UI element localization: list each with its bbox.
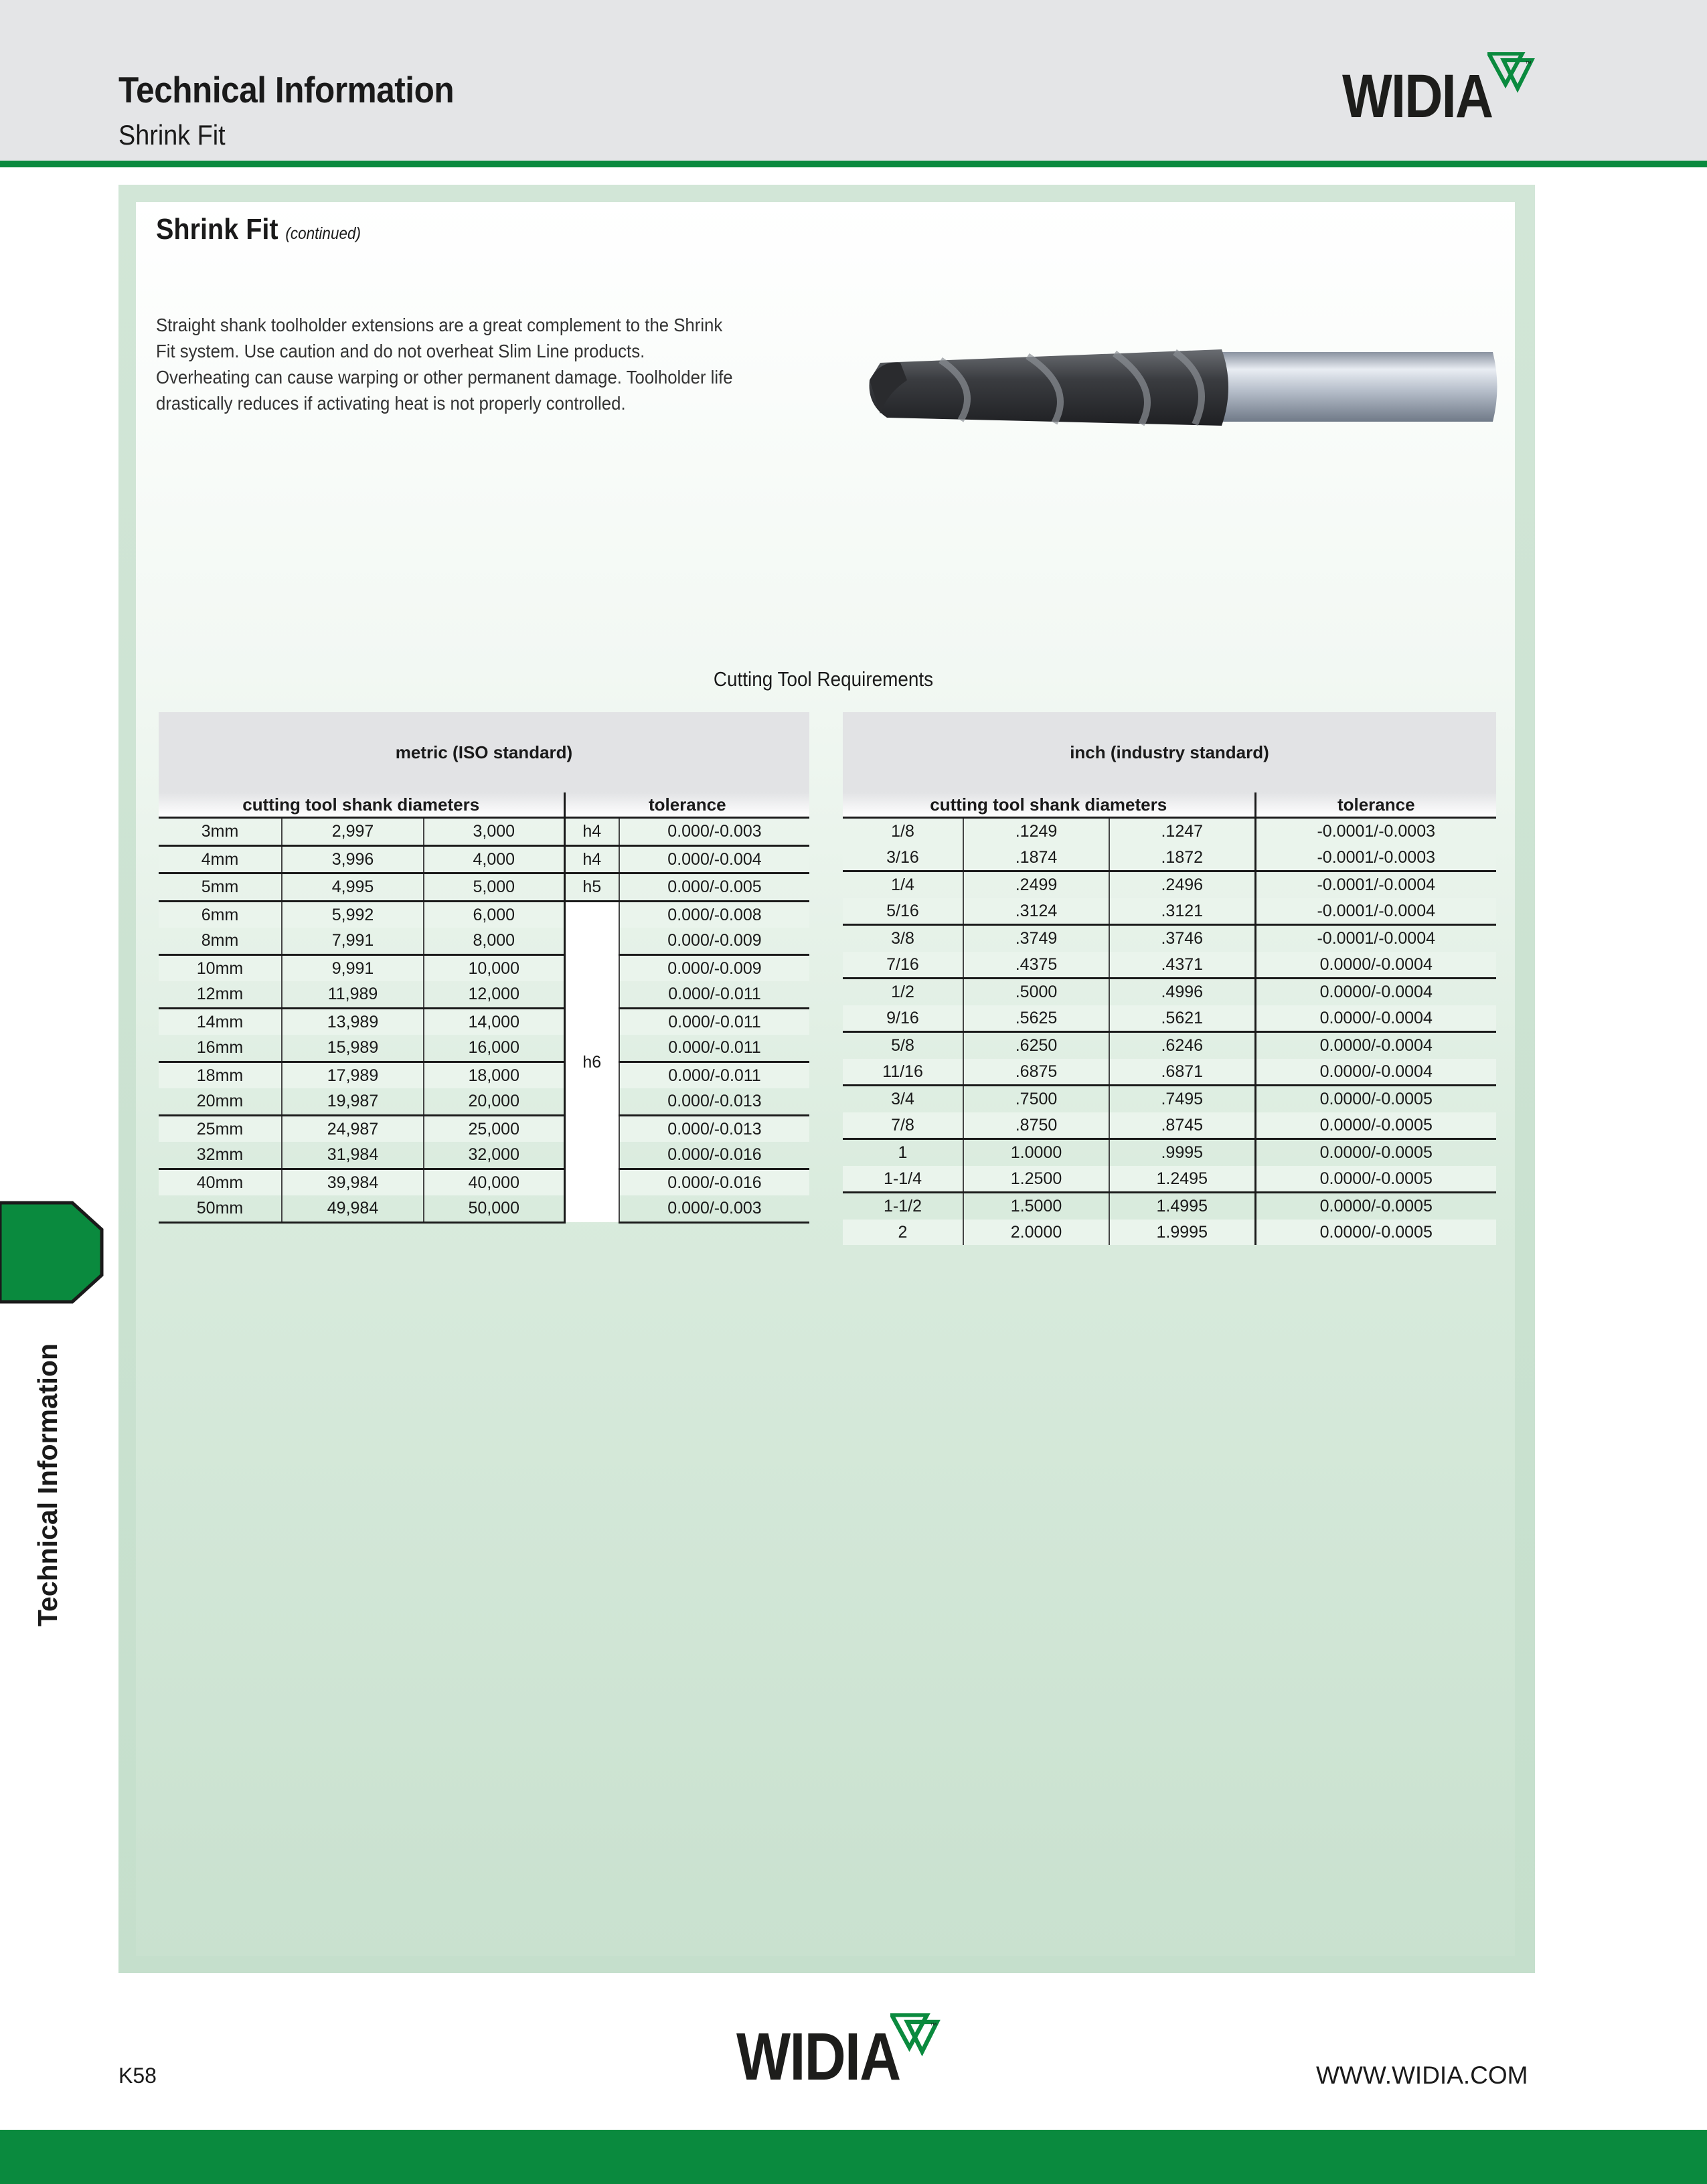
min-cell: 9,991 <box>282 954 424 981</box>
min-cell: 49,984 <box>282 1195 424 1222</box>
table-row <box>159 873 809 902</box>
size-cell: 2 <box>843 1220 963 1246</box>
min-cell: 7,991 <box>282 928 424 954</box>
max-cell: .3746 <box>1109 925 1255 952</box>
widia-triangle-logo-icon <box>890 2013 941 2057</box>
min-cell: .5625 <box>963 1005 1109 1032</box>
tolerance-cell: 0.0000/-0.0005 <box>1255 1112 1496 1139</box>
max-cell: .1872 <box>1109 845 1255 871</box>
min-cell: .6875 <box>963 1059 1109 1086</box>
max-cell: 3,000 <box>424 818 564 846</box>
metric-col-diameters: cutting tool shank diameters <box>159 792 564 818</box>
size-cell: 3mm <box>159 818 282 846</box>
max-cell: 1.2495 <box>1109 1166 1255 1193</box>
size-cell: 5/16 <box>843 898 963 925</box>
min-cell: 3,996 <box>282 845 424 873</box>
size-cell: 16mm <box>159 1035 282 1062</box>
table-row <box>843 1193 1496 1220</box>
min-cell: .8750 <box>963 1112 1109 1139</box>
table-row <box>159 818 809 846</box>
widia-triangle-logo-icon <box>1487 52 1536 94</box>
size-cell: 9/16 <box>843 1005 963 1032</box>
max-cell: 6,000 <box>424 901 564 928</box>
size-cell: 7/8 <box>843 1112 963 1139</box>
section-title-text: Shrink Fit <box>156 213 278 246</box>
page-number: K58 <box>118 2064 157 2088</box>
tolerance-cell: -0.0001/-0.0004 <box>1255 898 1496 925</box>
min-cell: 1.0000 <box>963 1139 1109 1166</box>
min-cell: .3749 <box>963 925 1109 952</box>
tolerance-cell: 0.000/-0.016 <box>619 1142 809 1169</box>
max-cell: 10,000 <box>424 954 564 981</box>
min-cell: 4,995 <box>282 873 424 902</box>
table-row <box>843 1059 1496 1086</box>
size-cell: 20mm <box>159 1088 282 1115</box>
svg-text:™: ™ <box>1525 60 1532 68</box>
table-row <box>159 1062 809 1088</box>
size-cell: 6mm <box>159 901 282 928</box>
size-cell: 3/4 <box>891 1090 914 1108</box>
table-row <box>843 1086 1496 1112</box>
max-cell: 14,000 <box>424 1008 564 1035</box>
footer-url[interactable]: WWW.WIDIA.COM <box>1316 2062 1528 2089</box>
table-row <box>159 1088 809 1115</box>
max-cell: .2496 <box>1109 871 1255 898</box>
table-row <box>159 1008 809 1035</box>
tolerance-cell: 0.000/-0.008 <box>619 901 809 928</box>
brand-logo-text: WIDIA <box>1342 62 1493 131</box>
metric-group-header: metric (ISO standard) <box>159 712 809 792</box>
table-row <box>159 954 809 981</box>
max-cell: 32,000 <box>424 1142 564 1169</box>
min-cell: 13,989 <box>282 1008 424 1035</box>
min-cell: .4375 <box>963 952 1109 979</box>
tolerance-cell: -0.0001/-0.0004 <box>1255 925 1496 952</box>
min-cell: .5000 <box>963 979 1109 1005</box>
size-cell: 1/2 <box>891 983 914 1001</box>
size-cell: 4mm <box>159 845 282 873</box>
max-cell: .7495 <box>1109 1086 1255 1112</box>
min-cell: 15,989 <box>282 1035 424 1062</box>
tolerance-cell: 0.000/-0.011 <box>619 1062 809 1088</box>
max-cell: 16,000 <box>424 1035 564 1062</box>
size-cell: 1/8 <box>891 822 914 841</box>
size-cell: 40mm <box>159 1169 282 1195</box>
tolerance-cell: 0.000/-0.011 <box>619 1008 809 1035</box>
tolerance-cell: 0.0000/-0.0004 <box>1255 1032 1496 1059</box>
min-cell: .6250 <box>963 1032 1109 1059</box>
min-cell: .3124 <box>963 898 1109 925</box>
table-title: Cutting Tool Requirements <box>713 667 934 691</box>
max-cell: 12,000 <box>424 981 564 1008</box>
header-rule <box>0 161 1707 167</box>
max-cell: 8,000 <box>424 928 564 954</box>
tolerance-cell: 0.0000/-0.0005 <box>1255 1220 1496 1246</box>
tolerance-cell: 0.0000/-0.0004 <box>1255 1059 1496 1086</box>
table-row <box>159 901 809 928</box>
table-row <box>159 981 809 1008</box>
table-row <box>843 845 1496 871</box>
tolerance-cell: 0.0000/-0.0004 <box>1255 1005 1496 1032</box>
tolerance-cell: 0.0000/-0.0005 <box>1255 1139 1496 1166</box>
min-cell: 5,992 <box>282 901 424 928</box>
tolerance-cell: 0.000/-0.011 <box>619 1035 809 1062</box>
tolerance-cell: -0.0001/-0.0004 <box>1255 871 1496 898</box>
max-cell: .6246 <box>1109 1032 1255 1059</box>
size-cell: 1 <box>898 1143 908 1162</box>
class-cell: h4 <box>564 845 619 873</box>
tolerance-cell: 0.000/-0.013 <box>619 1115 809 1142</box>
max-cell: .8745 <box>1109 1112 1255 1139</box>
table-row <box>843 952 1496 979</box>
tolerance-cell: 0.000/-0.005 <box>619 873 809 902</box>
table-row <box>159 928 809 954</box>
page-title: Technical Information <box>118 69 455 110</box>
inch-col-tolerance: tolerance <box>1255 792 1496 818</box>
tolerance-cell: 0.0000/-0.0005 <box>1255 1086 1496 1112</box>
class-cell: h4 <box>564 818 619 846</box>
min-cell: 39,984 <box>282 1169 424 1195</box>
class-cell: h5 <box>564 873 619 902</box>
size-cell: 5mm <box>159 873 282 902</box>
size-cell: 1-1/4 <box>843 1166 963 1193</box>
min-cell: .1249 <box>963 818 1109 845</box>
table-row <box>159 1169 809 1195</box>
section-title <box>156 213 361 246</box>
svg-text:™: ™ <box>930 2021 937 2030</box>
max-cell: .1247 <box>1109 818 1255 845</box>
table-row <box>843 1166 1496 1193</box>
tolerance-cell: 0.000/-0.013 <box>619 1088 809 1115</box>
table-row <box>843 1112 1496 1139</box>
size-cell: 32mm <box>159 1142 282 1169</box>
max-cell: .4996 <box>1109 979 1255 1005</box>
max-cell: 25,000 <box>424 1115 564 1142</box>
table-row <box>843 925 1496 952</box>
size-cell: 3/16 <box>843 845 963 871</box>
size-cell: 11/16 <box>843 1059 963 1086</box>
tolerance-cell: 0.0000/-0.0004 <box>1255 952 1496 979</box>
size-cell: 1-1/2 <box>884 1197 922 1215</box>
inch-group-header: inch (industry standard) <box>843 712 1496 792</box>
size-cell: 8mm <box>159 928 282 954</box>
tolerance-cell: 0.000/-0.003 <box>619 1195 809 1222</box>
footer-logo-text: WIDIA <box>736 2019 900 2094</box>
table-row <box>843 1139 1496 1166</box>
table-row <box>159 1195 809 1222</box>
max-cell: 1.4995 <box>1109 1193 1255 1220</box>
metric-table <box>159 712 809 1224</box>
min-cell: 2.0000 <box>963 1220 1109 1246</box>
table-row <box>159 1142 809 1169</box>
intro-paragraph: Straight shank toolholder extensions are a great complement to the Shrink Fit system. Use caution and do not overheat Slim Line products. Overheating can cause warping or other permanent damage. Toolholder life drastically reduces if activating heat is not properly controlled. <box>156 315 733 414</box>
size-cell: 12mm <box>159 981 282 1008</box>
tolerance-cell: 0.0000/-0.0005 <box>1255 1166 1496 1193</box>
table-row <box>159 845 809 873</box>
min-cell: 1.2500 <box>963 1166 1109 1193</box>
continued-note: (continued) <box>285 224 361 243</box>
tolerance-cell: -0.0001/-0.0003 <box>1255 845 1496 871</box>
min-cell: .2499 <box>963 871 1109 898</box>
tolerance-cell: 0.000/-0.009 <box>619 954 809 981</box>
table-row <box>843 1220 1496 1246</box>
metric-col-tolerance: tolerance <box>564 792 809 818</box>
tolerance-cell: 0.000/-0.011 <box>619 981 809 1008</box>
page-subtitle: Shrink Fit <box>118 119 226 151</box>
size-cell: 7/16 <box>843 952 963 979</box>
max-cell: .4371 <box>1109 952 1255 979</box>
min-cell: 31,984 <box>282 1142 424 1169</box>
max-cell: 50,000 <box>424 1195 564 1222</box>
min-cell: 17,989 <box>282 1062 424 1088</box>
min-cell: .1874 <box>963 845 1109 871</box>
max-cell: .6871 <box>1109 1059 1255 1086</box>
table-row <box>159 1115 809 1142</box>
size-cell: 3/8 <box>891 929 914 948</box>
max-cell: .3121 <box>1109 898 1255 925</box>
tolerance-cell: 0.000/-0.004 <box>619 845 809 873</box>
tolerance-cell: 0.000/-0.009 <box>619 928 809 954</box>
min-cell: .7500 <box>963 1086 1109 1112</box>
min-cell: 24,987 <box>282 1115 424 1142</box>
size-cell: 18mm <box>159 1062 282 1088</box>
inch-table <box>843 712 1496 1245</box>
size-cell: 50mm <box>159 1195 282 1222</box>
tolerance-cell: 0.000/-0.016 <box>619 1169 809 1195</box>
drill-photo-icon <box>860 340 1503 434</box>
size-cell: 14mm <box>159 1008 282 1035</box>
table-row <box>843 1032 1496 1059</box>
table-row <box>843 979 1496 1005</box>
tolerance-cell: 0.0000/-0.0004 <box>1255 979 1496 1005</box>
max-cell: .5621 <box>1109 1005 1255 1032</box>
size-cell: 10mm <box>159 954 282 981</box>
tolerance-cell: 0.0000/-0.0005 <box>1255 1193 1496 1220</box>
min-cell: 2,997 <box>282 818 424 846</box>
side-tab-label: Technical Information <box>32 1343 63 1626</box>
size-cell: 1/4 <box>891 875 914 894</box>
max-cell: .9995 <box>1109 1139 1255 1166</box>
tolerance-cell: 0.000/-0.003 <box>619 818 809 846</box>
table-row <box>843 1005 1496 1032</box>
min-cell: 1.5000 <box>963 1193 1109 1220</box>
tolerance-cell: -0.0001/-0.0003 <box>1255 818 1496 845</box>
footer-bar <box>0 2130 1707 2184</box>
max-cell: 40,000 <box>424 1169 564 1195</box>
table-row <box>843 871 1496 898</box>
inch-col-diameters: cutting tool shank diameters <box>843 792 1255 818</box>
min-cell: 11,989 <box>282 981 424 1008</box>
max-cell: 5,000 <box>424 873 564 902</box>
table-row <box>843 898 1496 925</box>
max-cell: 1.9995 <box>1109 1220 1255 1246</box>
class-cell-h6: h6 <box>564 901 619 1222</box>
max-cell: 4,000 <box>424 845 564 873</box>
min-cell: 19,987 <box>282 1088 424 1115</box>
max-cell: 18,000 <box>424 1062 564 1088</box>
table-row <box>159 1035 809 1062</box>
max-cell: 20,000 <box>424 1088 564 1115</box>
table-row <box>843 818 1496 845</box>
side-tab-marker-icon <box>0 1200 104 1305</box>
size-cell: 25mm <box>159 1115 282 1142</box>
size-cell: 5/8 <box>891 1036 914 1055</box>
